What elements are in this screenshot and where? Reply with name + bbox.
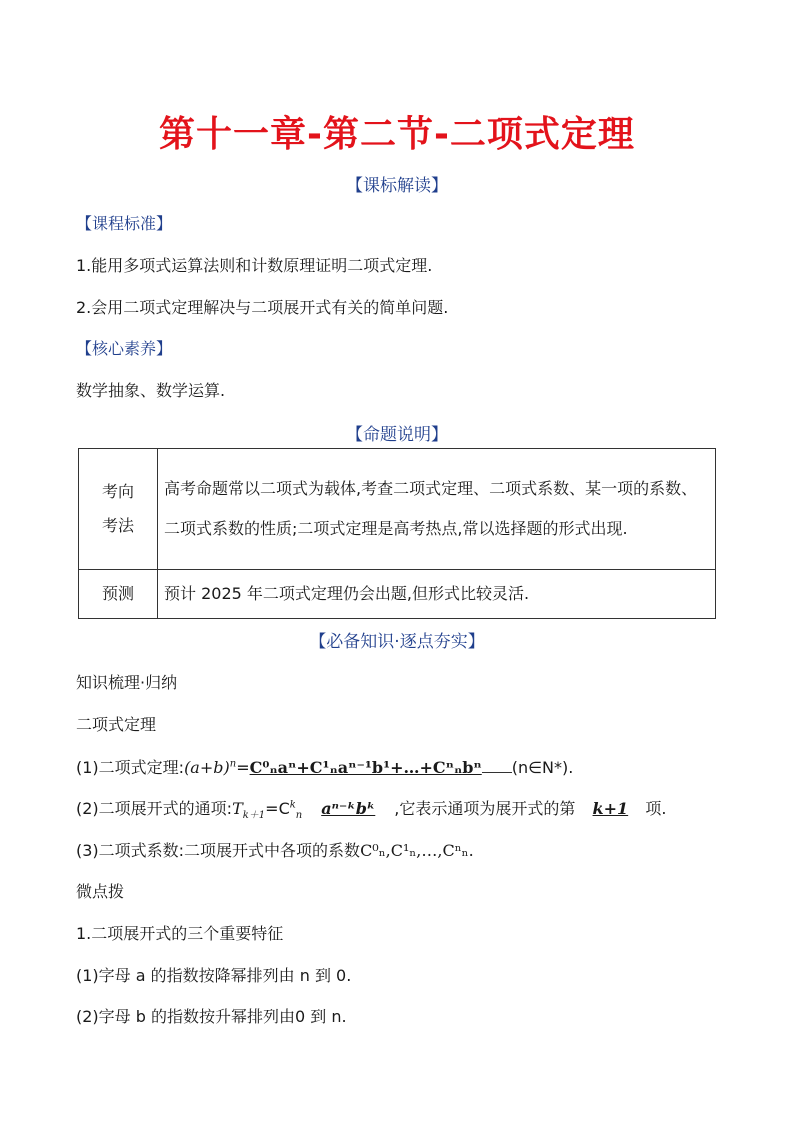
tip-item-1a: (1)字母 a 的指数按降幂排列由 n 到 0. [76, 966, 352, 985]
tip-item-1: 1.二项展开式的三个重要特征 [76, 924, 284, 943]
theorem-item-2: (2)二项展开式的通项$:T_{k+1}=C^k_n$ aⁿ⁻ᵏbᵏ ,它表示通项为展开式的第 k+1 项. [76, 799, 667, 822]
knowledge-subheading: 知识梳理·归纳 [76, 673, 178, 692]
row-label-trend: 考向 考法 [79, 449, 158, 570]
row-content-forecast: 预计 2025 年二项式定理仍会出题,但形式比较灵活. [158, 570, 716, 619]
page-title: 第十一章-第二节-二项式定理 [159, 114, 635, 155]
core-literacy-heading: 【核心素养】 [76, 339, 173, 358]
term-index-fill: k+1 [592, 799, 629, 818]
section-curriculum-heading: 【课标解读】 [346, 176, 448, 196]
row-content-trend: 高考命题常以二项式为载体,考查二项式定理、二项式系数、某一项的系数、二项式系数的性质;二项式定理是高考热点,常以选择题的形式出现. [158, 449, 716, 570]
standard-item-1: 1.能用多项式运算法则和计数原理证明二项式定理. [76, 256, 433, 275]
theorem-heading: 二项式定理 [76, 715, 157, 734]
exam-table [78, 448, 716, 619]
theorem-item-1: (1)二项式定理$:(a+b)^n=C^0_na^n+C^1_na^{n-1}b^1+\dots+C^n_nb^n$ (n∈N*). [76, 758, 574, 777]
theorem-item-3: (3)二项式系数:二项展开式中各项的系数C⁰ₙ,C¹ₙ,…,Cⁿₙ. [76, 841, 474, 860]
general-term-fill: aⁿ⁻ᵏbᵏ [321, 799, 376, 818]
standard-item-2: 2.会用二项式定理解决与二项展开式有关的简单问题. [76, 298, 449, 317]
exam-explanation-heading: 【命题说明】 [346, 425, 448, 445]
table-row [79, 570, 716, 619]
course-standard-heading: 【课程标准】 [76, 214, 173, 233]
expansion-fill: C⁰ₙaⁿ+C¹ₙaⁿ⁻¹b¹+…+Cⁿₙbⁿ [249, 758, 482, 777]
table-row [79, 449, 716, 570]
knowledge-heading: 【必备知识·逐点夯实】 [309, 632, 485, 652]
tip-item-1b: (2)字母 b 的指数按升幂排列由0 到 n. [76, 1007, 347, 1026]
tip-heading: 微点拨 [76, 882, 125, 901]
row-label-forecast: 预测 [79, 570, 158, 619]
core-literacy-text: 数学抽象、数学运算. [76, 381, 226, 400]
